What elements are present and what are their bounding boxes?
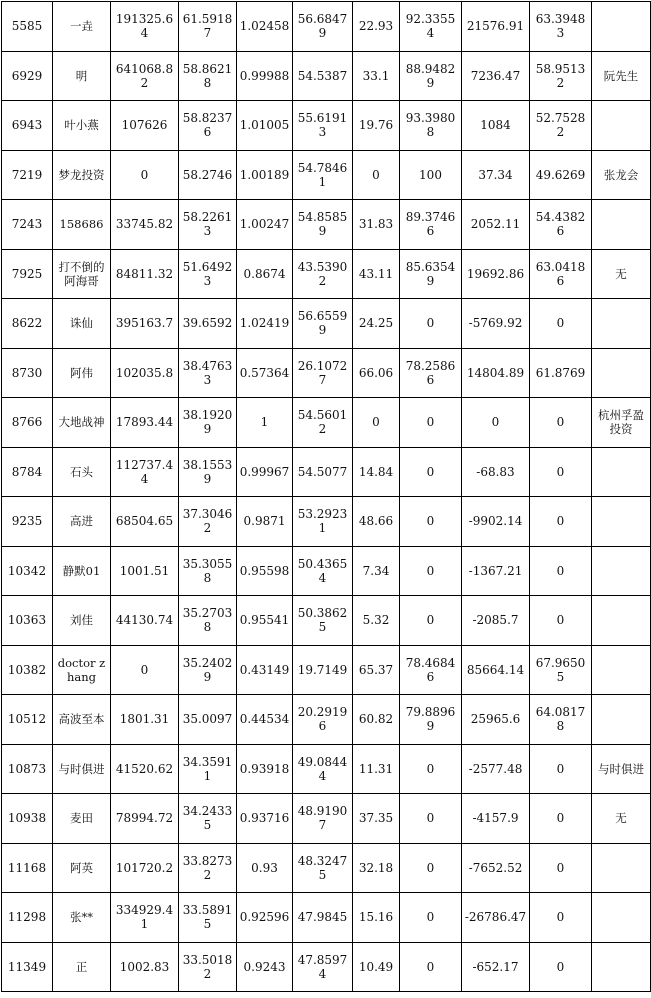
name-cell: 刘佳 [53, 596, 111, 646]
rate-cell: 10.49 [353, 942, 400, 992]
table-row [2, 794, 651, 844]
score-cell: 35.27038 [179, 596, 237, 646]
index-cell: 63.04186 [530, 249, 592, 299]
metric-cell: 56.68479 [293, 2, 353, 52]
table-row [2, 2, 651, 52]
note-cell [592, 348, 651, 398]
value-cell: 17893.44 [111, 398, 179, 448]
index-cell: 0 [530, 299, 592, 349]
id-cell: 5585 [2, 2, 53, 52]
table-row [2, 101, 651, 151]
index-cell: 0 [530, 398, 592, 448]
table-row [2, 645, 651, 695]
index-cell: 67.96505 [530, 645, 592, 695]
metric-cell: 55.61913 [293, 101, 353, 151]
metric-cell: 54.85859 [293, 200, 353, 250]
value-cell: 107626 [111, 101, 179, 151]
table-row [2, 249, 651, 299]
percent-cell: 92.33554 [400, 2, 462, 52]
profit-cell: -652.17 [462, 942, 530, 992]
profit-cell: -9902.14 [462, 497, 530, 547]
percent-cell: 0 [400, 794, 462, 844]
percent-cell: 0 [400, 744, 462, 794]
note-cell [592, 200, 651, 250]
metric-cell: 48.32475 [293, 843, 353, 893]
value-cell: 78994.72 [111, 794, 179, 844]
ratio-cell: 1.01005 [237, 101, 293, 151]
score-cell: 38.15539 [179, 447, 237, 497]
index-cell: 63.39483 [530, 2, 592, 52]
id-cell: 9235 [2, 497, 53, 547]
percent-cell: 0 [400, 398, 462, 448]
metric-cell: 53.29231 [293, 497, 353, 547]
score-cell: 38.47633 [179, 348, 237, 398]
metric-cell: 54.5077 [293, 447, 353, 497]
metric-cell: 26.10727 [293, 348, 353, 398]
score-cell: 39.6592 [179, 299, 237, 349]
metric-cell: 56.65599 [293, 299, 353, 349]
note-cell [592, 843, 651, 893]
rate-cell: 22.93 [353, 2, 400, 52]
value-cell: 641068.82 [111, 51, 179, 101]
name-cell: 正 [53, 942, 111, 992]
ratio-cell: 0.43149 [237, 645, 293, 695]
rate-cell: 43.11 [353, 249, 400, 299]
metric-cell: 47.85974 [293, 942, 353, 992]
name-cell: doctor zhang [53, 645, 111, 695]
metric-cell: 49.08444 [293, 744, 353, 794]
value-cell: 33745.82 [111, 200, 179, 250]
ratio-cell: 0.57364 [237, 348, 293, 398]
ratio-cell: 0.93918 [237, 744, 293, 794]
score-cell: 33.82732 [179, 843, 237, 893]
ratio-cell: 0.95541 [237, 596, 293, 646]
id-cell: 7243 [2, 200, 53, 250]
ratio-cell: 0.93 [237, 843, 293, 893]
table-row [2, 893, 651, 943]
note-cell [592, 893, 651, 943]
table-row [2, 299, 651, 349]
percent-cell: 0 [400, 843, 462, 893]
id-cell: 7219 [2, 150, 53, 200]
metric-cell: 50.38625 [293, 596, 353, 646]
id-cell: 8784 [2, 447, 53, 497]
metric-cell: 20.29196 [293, 695, 353, 745]
rate-cell: 14.84 [353, 447, 400, 497]
index-cell: 0 [530, 744, 592, 794]
table-row [2, 51, 651, 101]
rate-cell: 31.83 [353, 200, 400, 250]
ratio-cell: 0.95598 [237, 546, 293, 596]
ratio-cell: 0.9243 [237, 942, 293, 992]
id-cell: 10382 [2, 645, 53, 695]
rate-cell: 66.06 [353, 348, 400, 398]
ratio-cell: 0.99967 [237, 447, 293, 497]
rate-cell: 33.1 [353, 51, 400, 101]
table-row [2, 744, 651, 794]
note-cell [592, 942, 651, 992]
name-cell: 158686 [53, 200, 111, 250]
metric-cell: 47.9845 [293, 893, 353, 943]
table-row [2, 447, 651, 497]
profit-cell: 19692.86 [462, 249, 530, 299]
table-row [2, 695, 651, 745]
index-cell: 0 [530, 546, 592, 596]
value-cell: 102035.8 [111, 348, 179, 398]
ranking-table [1, 1, 651, 992]
metric-cell: 54.5387 [293, 51, 353, 101]
rate-cell: 37.35 [353, 794, 400, 844]
percent-cell: 0 [400, 299, 462, 349]
profit-cell: -7652.52 [462, 843, 530, 893]
id-cell: 6943 [2, 101, 53, 151]
table-row [2, 497, 651, 547]
name-cell: 张** [53, 893, 111, 943]
rate-cell: 60.82 [353, 695, 400, 745]
ratio-cell: 0.92596 [237, 893, 293, 943]
score-cell: 58.2746 [179, 150, 237, 200]
score-cell: 34.35911 [179, 744, 237, 794]
note-cell [592, 497, 651, 547]
note-cell: 无 [592, 794, 651, 844]
id-cell: 10873 [2, 744, 53, 794]
percent-cell: 88.94829 [400, 51, 462, 101]
id-cell: 10512 [2, 695, 53, 745]
profit-cell: 37.34 [462, 150, 530, 200]
id-cell: 10363 [2, 596, 53, 646]
name-cell: 阿伟 [53, 348, 111, 398]
value-cell: 0 [111, 150, 179, 200]
value-cell: 191325.64 [111, 2, 179, 52]
percent-cell: 0 [400, 893, 462, 943]
profit-cell: -5769.92 [462, 299, 530, 349]
rate-cell: 5.32 [353, 596, 400, 646]
score-cell: 37.30462 [179, 497, 237, 547]
table-body [2, 2, 651, 992]
metric-cell: 19.7149 [293, 645, 353, 695]
metric-cell: 50.43654 [293, 546, 353, 596]
value-cell: 1801.31 [111, 695, 179, 745]
profit-cell: 85664.14 [462, 645, 530, 695]
score-cell: 58.22613 [179, 200, 237, 250]
id-cell: 11349 [2, 942, 53, 992]
note-cell [592, 546, 651, 596]
profit-cell: -26786.47 [462, 893, 530, 943]
percent-cell: 0 [400, 497, 462, 547]
metric-cell: 54.56012 [293, 398, 353, 448]
note-cell: 无 [592, 249, 651, 299]
index-cell: 0 [530, 497, 592, 547]
rate-cell: 0 [353, 398, 400, 448]
percent-cell: 93.39808 [400, 101, 462, 151]
ratio-cell: 0.9871 [237, 497, 293, 547]
percent-cell: 100 [400, 150, 462, 200]
note-cell [592, 596, 651, 646]
id-cell: 10938 [2, 794, 53, 844]
percent-cell: 78.25866 [400, 348, 462, 398]
table-row [2, 596, 651, 646]
value-cell: 1001.51 [111, 546, 179, 596]
name-cell: 一垚 [53, 2, 111, 52]
ratio-cell: 1.00247 [237, 200, 293, 250]
metric-cell: 48.91907 [293, 794, 353, 844]
score-cell: 38.19209 [179, 398, 237, 448]
note-cell [592, 695, 651, 745]
table-row [2, 843, 651, 893]
profit-cell: 21576.91 [462, 2, 530, 52]
rate-cell: 0 [353, 150, 400, 200]
rate-cell: 65.37 [353, 645, 400, 695]
metric-cell: 54.78461 [293, 150, 353, 200]
profit-cell: -68.83 [462, 447, 530, 497]
value-cell: 44130.74 [111, 596, 179, 646]
note-cell: 阮先生 [592, 51, 651, 101]
index-cell: 61.8769 [530, 348, 592, 398]
table-row [2, 942, 651, 992]
profit-cell: 1084 [462, 101, 530, 151]
ratio-cell: 1 [237, 398, 293, 448]
value-cell: 84811.32 [111, 249, 179, 299]
index-cell: 58.95132 [530, 51, 592, 101]
profit-cell: 7236.47 [462, 51, 530, 101]
score-cell: 33.50182 [179, 942, 237, 992]
ratio-cell: 1.02419 [237, 299, 293, 349]
value-cell: 0 [111, 645, 179, 695]
name-cell: 静默01 [53, 546, 111, 596]
id-cell: 7925 [2, 249, 53, 299]
name-cell: 大地战神 [53, 398, 111, 448]
score-cell: 35.24029 [179, 645, 237, 695]
rate-cell: 48.66 [353, 497, 400, 547]
rate-cell: 7.34 [353, 546, 400, 596]
score-cell: 51.64923 [179, 249, 237, 299]
value-cell: 395163.7 [111, 299, 179, 349]
id-cell: 8730 [2, 348, 53, 398]
profit-cell: -2085.7 [462, 596, 530, 646]
rate-cell: 11.31 [353, 744, 400, 794]
value-cell: 334929.41 [111, 893, 179, 943]
note-cell: 杭州孚盈投资 [592, 398, 651, 448]
profit-cell: 25965.6 [462, 695, 530, 745]
value-cell: 112737.44 [111, 447, 179, 497]
percent-cell: 0 [400, 596, 462, 646]
table-row [2, 546, 651, 596]
index-cell: 64.08178 [530, 695, 592, 745]
name-cell: 打不倒的阿海哥 [53, 249, 111, 299]
table-row [2, 200, 651, 250]
index-cell: 49.6269 [530, 150, 592, 200]
percent-cell: 0 [400, 942, 462, 992]
score-cell: 35.30558 [179, 546, 237, 596]
note-cell: 与时俱进 [592, 744, 651, 794]
index-cell: 52.75282 [530, 101, 592, 151]
percent-cell: 0 [400, 546, 462, 596]
id-cell: 11168 [2, 843, 53, 893]
rate-cell: 32.18 [353, 843, 400, 893]
rate-cell: 15.16 [353, 893, 400, 943]
id-cell: 8766 [2, 398, 53, 448]
profit-cell: 0 [462, 398, 530, 448]
note-cell [592, 645, 651, 695]
value-cell: 41520.62 [111, 744, 179, 794]
name-cell: 与时俱进 [53, 744, 111, 794]
rate-cell: 24.25 [353, 299, 400, 349]
id-cell: 11298 [2, 893, 53, 943]
table-row [2, 348, 651, 398]
id-cell: 10342 [2, 546, 53, 596]
percent-cell: 78.46846 [400, 645, 462, 695]
ratio-cell: 0.99988 [237, 51, 293, 101]
value-cell: 68504.65 [111, 497, 179, 547]
index-cell: 54.43826 [530, 200, 592, 250]
name-cell: 叶小燕 [53, 101, 111, 151]
score-cell: 35.0097 [179, 695, 237, 745]
ratio-cell: 0.93716 [237, 794, 293, 844]
percent-cell: 89.37466 [400, 200, 462, 250]
metric-cell: 43.53902 [293, 249, 353, 299]
index-cell: 0 [530, 942, 592, 992]
percent-cell: 79.88969 [400, 695, 462, 745]
ratio-cell: 0.44534 [237, 695, 293, 745]
score-cell: 61.59187 [179, 2, 237, 52]
id-cell: 8622 [2, 299, 53, 349]
profit-cell: 14804.89 [462, 348, 530, 398]
ratio-cell: 0.8674 [237, 249, 293, 299]
score-cell: 58.86218 [179, 51, 237, 101]
index-cell: 0 [530, 843, 592, 893]
ratio-cell: 1.00189 [237, 150, 293, 200]
score-cell: 34.24335 [179, 794, 237, 844]
name-cell: 梦龙投资 [53, 150, 111, 200]
name-cell: 麦田 [53, 794, 111, 844]
table-row [2, 150, 651, 200]
name-cell: 阿英 [53, 843, 111, 893]
index-cell: 0 [530, 893, 592, 943]
id-cell: 6929 [2, 51, 53, 101]
ratio-cell: 1.02458 [237, 2, 293, 52]
profit-cell: -1367.21 [462, 546, 530, 596]
note-cell [592, 2, 651, 52]
name-cell: 明 [53, 51, 111, 101]
profit-cell: -4157.9 [462, 794, 530, 844]
score-cell: 58.82376 [179, 101, 237, 151]
index-cell: 0 [530, 447, 592, 497]
profit-cell: -2577.48 [462, 744, 530, 794]
note-cell [592, 101, 651, 151]
value-cell: 101720.2 [111, 843, 179, 893]
percent-cell: 0 [400, 447, 462, 497]
name-cell: 高进 [53, 497, 111, 547]
table-row [2, 398, 651, 448]
rate-cell: 19.76 [353, 101, 400, 151]
profit-cell: 2052.11 [462, 200, 530, 250]
score-cell: 33.58915 [179, 893, 237, 943]
name-cell: 诛仙 [53, 299, 111, 349]
note-cell [592, 299, 651, 349]
name-cell: 高波至本 [53, 695, 111, 745]
note-cell: 张龙会 [592, 150, 651, 200]
percent-cell: 85.63549 [400, 249, 462, 299]
name-cell: 石头 [53, 447, 111, 497]
note-cell [592, 447, 651, 497]
value-cell: 1002.83 [111, 942, 179, 992]
index-cell: 0 [530, 794, 592, 844]
index-cell: 0 [530, 596, 592, 646]
